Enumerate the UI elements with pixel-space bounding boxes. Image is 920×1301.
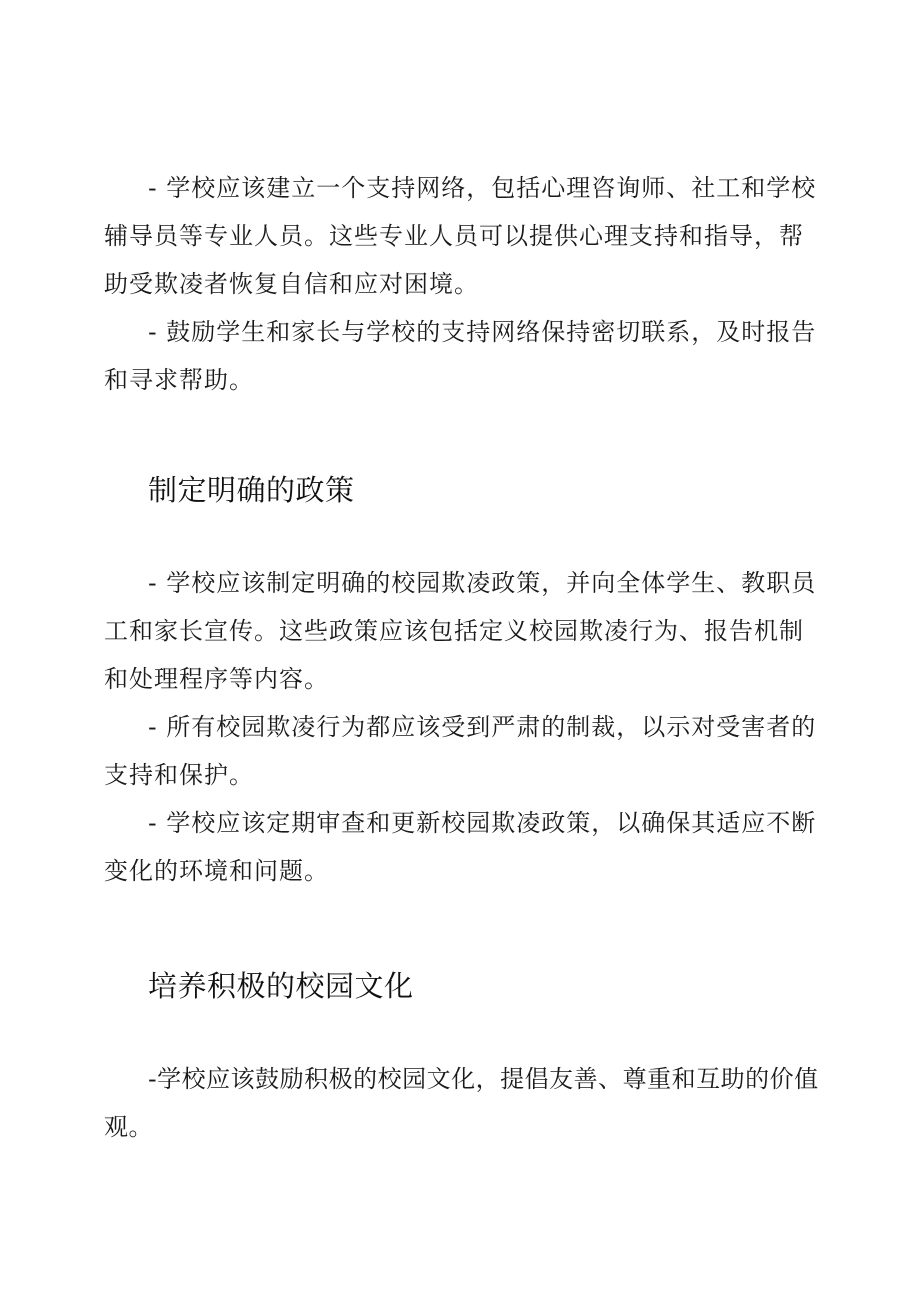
paragraph-sanctions: - 所有校园欺凌行为都应该受到严肃的制裁，以示对受害者的支持和保护。 [104,713,817,789]
paragraph-positive-culture: -学校应该鼓励积极的校园文化，提倡友善、尊重和互助的价值观。 [104,1065,819,1141]
paragraph-policy-review: - 学校应该定期审查和更新校园欺凌政策，以确保其适应不断变化的环境和问题。 [104,809,817,885]
positive-culture-section [104,1055,844,1151]
paragraph-encourage-contact: - 鼓励学生和家长与学校的支持网络保持密切联系，及时报告和寻求帮助。 [104,318,817,394]
support-network-section [104,164,824,404]
heading-clear-policy: 制定明确的政策 [148,473,355,507]
clear-policy-section [104,559,824,895]
paragraph-support-network: - 学校应该建立一个支持网络，包括心理咨询师、社工和学校辅导员等专业人员。这些专业人员可以提供心理支持和指导，帮助受欺凌者恢复自信和应对困境。 [104,174,817,298]
heading-positive-culture: 培养积极的校园文化 [148,969,414,1003]
paragraph-policy-definition: - 学校应该制定明确的校园欺凌政策，并向全体学生、教职员工和家长宣传。这些政策应该包括定义校园欺凌行为、报告机制和处理程序等内容。 [104,569,817,693]
